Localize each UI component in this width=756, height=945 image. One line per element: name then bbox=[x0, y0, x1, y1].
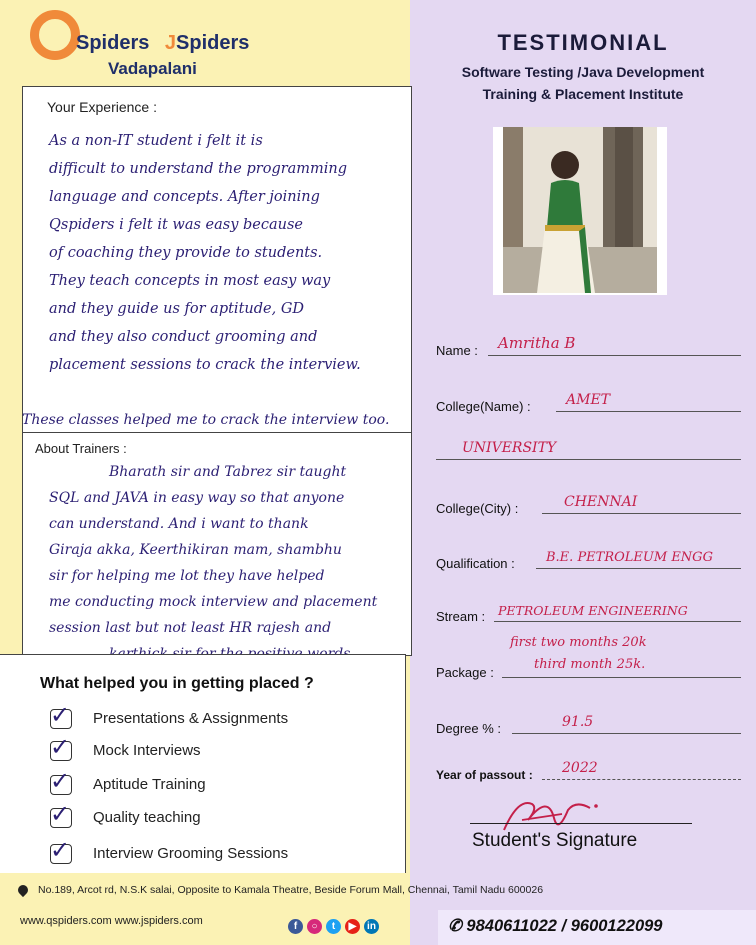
experience-line: As a non-IT student i felt it is bbox=[49, 133, 263, 149]
college-city-field bbox=[436, 490, 741, 516]
college-name-field bbox=[436, 388, 741, 414]
checklist-item bbox=[50, 701, 380, 731]
field-underline bbox=[488, 355, 741, 356]
field-underline bbox=[542, 513, 741, 514]
college-name-label: College(Name) : bbox=[436, 399, 531, 414]
degree-field bbox=[436, 710, 741, 736]
field-underline bbox=[512, 733, 741, 734]
checklist-item bbox=[50, 767, 380, 797]
college-name-value: AMET bbox=[566, 392, 611, 408]
experience-line: and they also conduct grooming and bbox=[49, 329, 318, 345]
testimonial-subtitle: Software Testing /Java Development bbox=[461, 64, 705, 80]
j-letter: J bbox=[164, 32, 177, 54]
phone-text: 9840611022 / 9600122099 bbox=[466, 917, 663, 935]
checkmark-icon: ✓ bbox=[50, 800, 71, 828]
checklist-label: Quality teaching bbox=[93, 809, 201, 826]
experience-text bbox=[49, 127, 409, 379]
passout-field bbox=[436, 756, 741, 782]
field-underline bbox=[556, 411, 741, 412]
field-underline bbox=[502, 677, 741, 678]
experience-line: of coaching they provide to students. bbox=[49, 245, 323, 261]
package-value: first two months 20k bbox=[510, 635, 647, 650]
q-logo-icon bbox=[30, 10, 80, 60]
checklist-label: Aptitude Training bbox=[93, 776, 206, 793]
field-underline bbox=[436, 459, 741, 460]
footer-websites[interactable]: www.qspiders.com www.jspiders.com bbox=[20, 915, 203, 927]
trainers-line: Giraja akka, Keerthikiran mam, shambhu bbox=[49, 542, 342, 558]
student-photo-frame bbox=[493, 127, 667, 295]
stream-field bbox=[436, 598, 741, 624]
brand-location: Vadapalani bbox=[108, 59, 197, 78]
trainers-line: session last but not least HR rajesh and bbox=[49, 620, 332, 636]
name-label: Name : bbox=[436, 343, 478, 358]
name-field bbox=[436, 332, 741, 358]
college-city-label: College(City) : bbox=[436, 501, 519, 516]
student-photo bbox=[503, 127, 657, 293]
checkmark-icon: ✓ bbox=[50, 836, 71, 864]
checkmark-icon: ✓ bbox=[50, 733, 71, 761]
field-underline bbox=[536, 568, 741, 569]
trainers-line: Bharath sir and Tabrez sir taught bbox=[109, 464, 347, 480]
name-value: Amritha B bbox=[498, 334, 576, 352]
package-label: Package : bbox=[436, 665, 494, 680]
helped-box bbox=[0, 654, 406, 873]
helped-title: What helped you in getting placed ? bbox=[40, 675, 314, 692]
trainers-box bbox=[22, 432, 412, 656]
signature-label: Student's Signature bbox=[472, 830, 638, 851]
stream-value: PETROLEUM ENGINEERING bbox=[498, 603, 688, 618]
facebook-icon[interactable]: f bbox=[288, 919, 303, 934]
phone-bar bbox=[438, 910, 756, 945]
location-pin-icon bbox=[16, 883, 30, 897]
trainers-line: SQL and JAVA in easy way so that anyone bbox=[49, 490, 345, 506]
trainers-line: sir for helping me lot they have helped bbox=[49, 568, 325, 584]
social-icons bbox=[288, 916, 383, 934]
experience-box bbox=[22, 86, 412, 433]
experience-line: and they guide us for aptitude, GD bbox=[49, 301, 305, 317]
experience-line: They teach concepts in most easy way bbox=[49, 273, 331, 289]
experience-line: Qspiders i felt it was easy because bbox=[49, 217, 303, 233]
trainers-line: me conducting mock interview and placement bbox=[49, 594, 378, 610]
degree-value: 91.5 bbox=[562, 714, 594, 730]
college-name-value-2: UNIVERSITY bbox=[462, 440, 557, 456]
experience-label: Your Experience : bbox=[47, 99, 157, 115]
testimonial-title: TESTIMONIAL bbox=[497, 30, 669, 55]
field-underline bbox=[494, 621, 741, 622]
college-city-value: CHENNAI bbox=[564, 494, 638, 510]
stream-label: Stream : bbox=[436, 609, 486, 624]
experience-extra-line: These classes helped me to crack the interview too. bbox=[22, 412, 390, 428]
checklist-item bbox=[50, 800, 380, 830]
field-underline bbox=[542, 779, 741, 780]
qualification-label: Qualification : bbox=[436, 556, 515, 571]
package-value: third month 25k. bbox=[534, 657, 646, 672]
youtube-icon[interactable]: ▶ bbox=[345, 919, 360, 934]
checklist-label: Mock Interviews bbox=[93, 742, 201, 759]
experience-line: placement sessions to crack the interview. bbox=[49, 357, 361, 373]
checkmark-icon: ✓ bbox=[50, 701, 71, 729]
experience-line: difficult to understand the programming bbox=[49, 161, 348, 177]
college-name-field-2 bbox=[436, 436, 741, 462]
qualification-field bbox=[436, 545, 741, 571]
passout-label: Year of passout : bbox=[436, 768, 533, 782]
footer-address bbox=[18, 884, 543, 896]
brand-right: Spiders bbox=[176, 32, 250, 54]
twitter-icon[interactable]: t bbox=[326, 919, 341, 934]
experience-line: language and concepts. After joining bbox=[49, 189, 320, 205]
linkedin-icon[interactable]: in bbox=[364, 919, 379, 934]
brand-left: Spiders bbox=[76, 32, 150, 54]
degree-label: Degree % : bbox=[436, 721, 502, 736]
address-text: No.189, Arcot rd, N.S.K salai, Opposite to Kamala Theatre, Beside Forum Mall, Chennai, Tamil Nadu 600026 bbox=[38, 884, 544, 896]
phone-number[interactable] bbox=[448, 916, 662, 936]
trainers-line: can understand. And i want to thank bbox=[49, 516, 309, 532]
instagram-icon[interactable]: ○ bbox=[307, 919, 322, 934]
brand-logo bbox=[30, 10, 310, 85]
passout-value: 2022 bbox=[562, 760, 598, 776]
phone-icon: ✆ bbox=[448, 917, 462, 935]
trainers-text bbox=[49, 459, 435, 667]
checklist-item bbox=[50, 733, 380, 763]
brand-name bbox=[76, 32, 249, 55]
testimonial-subtitle: Training & Placement Institute bbox=[482, 86, 684, 102]
qualification-value: B.E. PETROLEUM ENGG bbox=[546, 550, 713, 565]
checklist-item bbox=[50, 836, 380, 866]
checkmark-icon: ✓ bbox=[50, 767, 71, 795]
checklist-label: Interview Grooming Sessions bbox=[93, 845, 289, 862]
checklist-label: Presentations & Assignments bbox=[93, 710, 289, 727]
trainers-label: About Trainers : bbox=[35, 441, 127, 456]
signature-line bbox=[470, 823, 692, 824]
package-field bbox=[436, 635, 741, 680]
